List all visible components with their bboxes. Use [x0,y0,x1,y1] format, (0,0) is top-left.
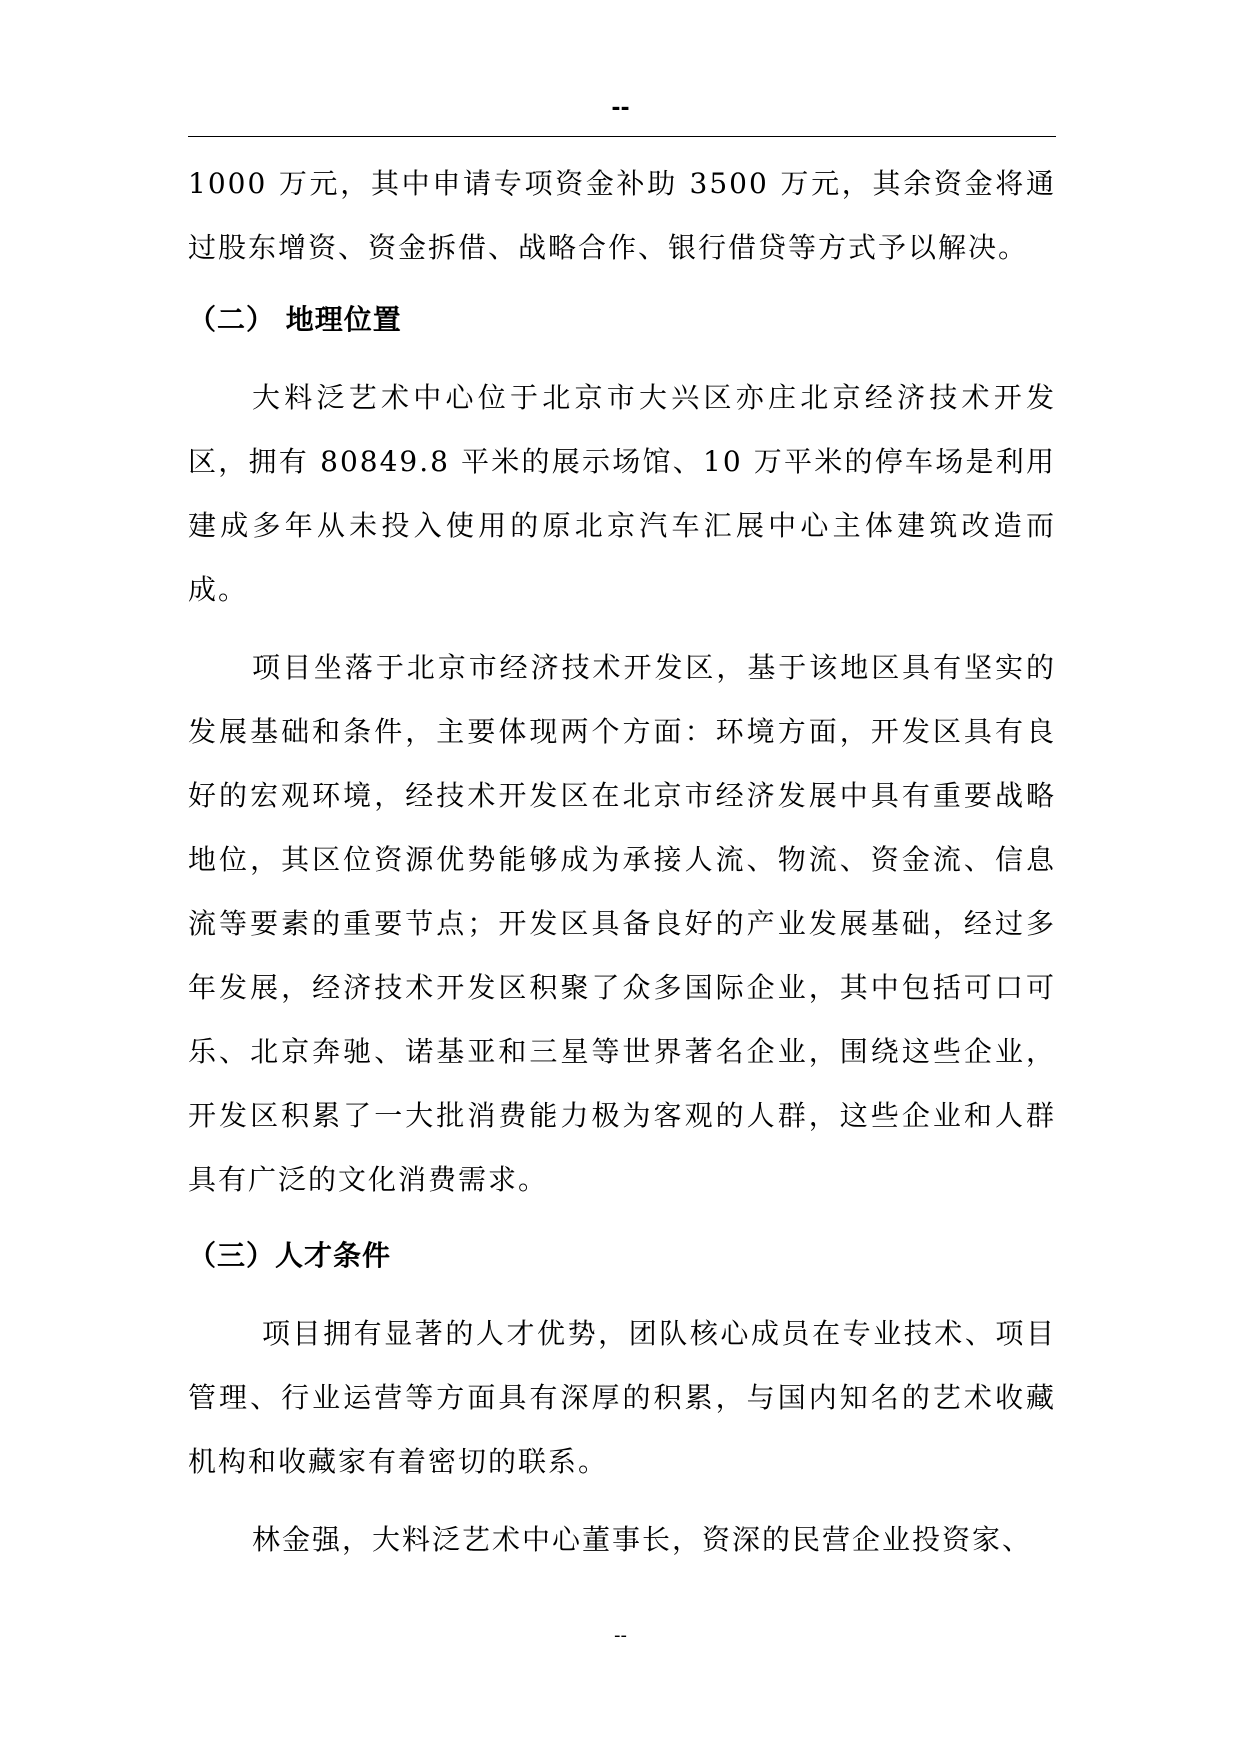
paragraph-location: 大料泛艺术中心位于北京市大兴区亦庄北京经济技术开发区，拥有 80849.8 平米的展示场馆、10 万平米的停车场是利用建成多年从未投入使用的原北京汽车汇展中心主体建筑改造而成。 [188,381,1056,606]
paragraph-funding: 1000 万元，其中申请专项资金补助 3500 万元，其余资金将通过股东增资、资金拆借、战略合作、银行借贷等方式予以解决。 [188,167,1056,264]
section-heading-location: （二） 地理位置 [188,303,402,336]
header-rule [188,136,1056,137]
paragraph-talent: 项目拥有显著的人才优势，团队核心成员在专业技术、项目管理、行业运营等方面具有深厚的积累，与国内知名的艺术收藏机构和收藏家有着密切的联系。 [188,1317,1056,1478]
header-mark: -- [611,96,630,121]
footer-mark: -- [614,1625,627,1646]
paragraph-chairman: 林金强，大料泛艺术中心董事长，资深的民营企业投资家、 [252,1523,1033,1556]
paragraph-development-zone: 项目坐落于北京市经济技术开发区，基于该地区具有坚实的发展基础和条件，主要体现两个方面：环境方面，开发区具有良好的宏观环境，经技术开发区在北京市经济发展中具有重要战略地位，其区位资源优势能够成为承接人流、物流、资金流、信息流等要素的重要节点；开发区具备良好的产业发展基础，经过多年发展，经济技术开发区积聚了众多国际企业，其中包括可口可乐、北京奔驰、诺基亚和三星等世界著名企业，围绕这些企业，开发区积累了一大批消费能力极为客观的人群，这些企业和人群具有广泛的文化消费需求。 [188,651,1056,1196]
page-body [188,152,1056,1572]
section-heading-talent: （三）人才条件 [188,1239,392,1272]
